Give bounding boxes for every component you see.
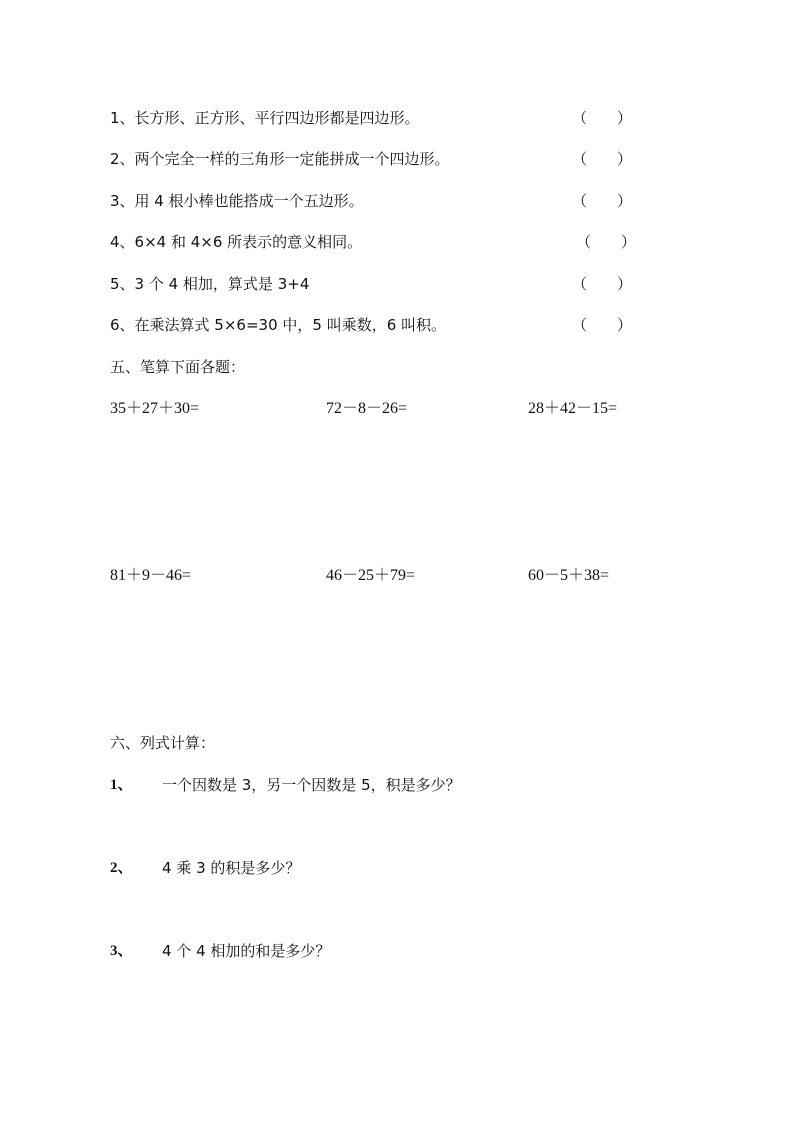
judge-item-3-bracket: （ ） [572,192,633,210]
judge-item-2: 2、两个完全一样的三角形一定能拼成一个四边形。 [110,150,450,168]
judge-item-1: 1、长方形、正方形、平行四边形都是四边形。 [110,109,420,127]
judge-item-1-bracket: （ ） [572,109,633,127]
calc-problem-5: 46－25＋79= [326,567,416,584]
word-problem-1-text: 一个因数是 3，另一个因数是 5，积是多少？ [162,776,461,794]
calc-problem-4: 81＋9－46= [110,567,192,584]
judge-item-2-bracket: （ ） [572,150,633,168]
section5-title: 五、笔算下面各题： [110,358,246,376]
calc-problem-1: 35＋27＋30= [110,400,200,417]
section6-title: 六、列式计算： [110,734,216,752]
calc-problem-3: 28＋42－15= [528,400,618,417]
word-problem-1-number: 1、 [110,777,133,793]
judge-item-3: 3、用 4 根小棒也能搭成一个五边形。 [110,192,364,210]
word-problem-2-text: 4 乘 3 的积是多少？ [162,859,301,877]
word-problem-2-number: 2、 [110,860,133,876]
calc-problem-2: 72－8－26= [326,400,408,417]
judge-item-6: 6、在乘法算式 5×6=30 中，5 叫乘数，6 叫积。 [110,316,447,334]
word-problem-3-number: 3、 [110,943,133,959]
calc-problem-6: 60－5＋38= [528,567,610,584]
judge-item-6-bracket: （ ） [572,316,633,334]
judge-item-4-bracket: （ ） [576,233,637,251]
judge-item-4: 4、6×4 和 4×6 所表示的意义相同。 [110,233,363,251]
judge-item-5-bracket: （ ） [572,275,633,293]
word-problem-3-text: 4 个 4 相加的和是多少？ [162,942,331,960]
judge-item-5: 5、3 个 4 相加，算式是 3+4 [110,275,310,293]
